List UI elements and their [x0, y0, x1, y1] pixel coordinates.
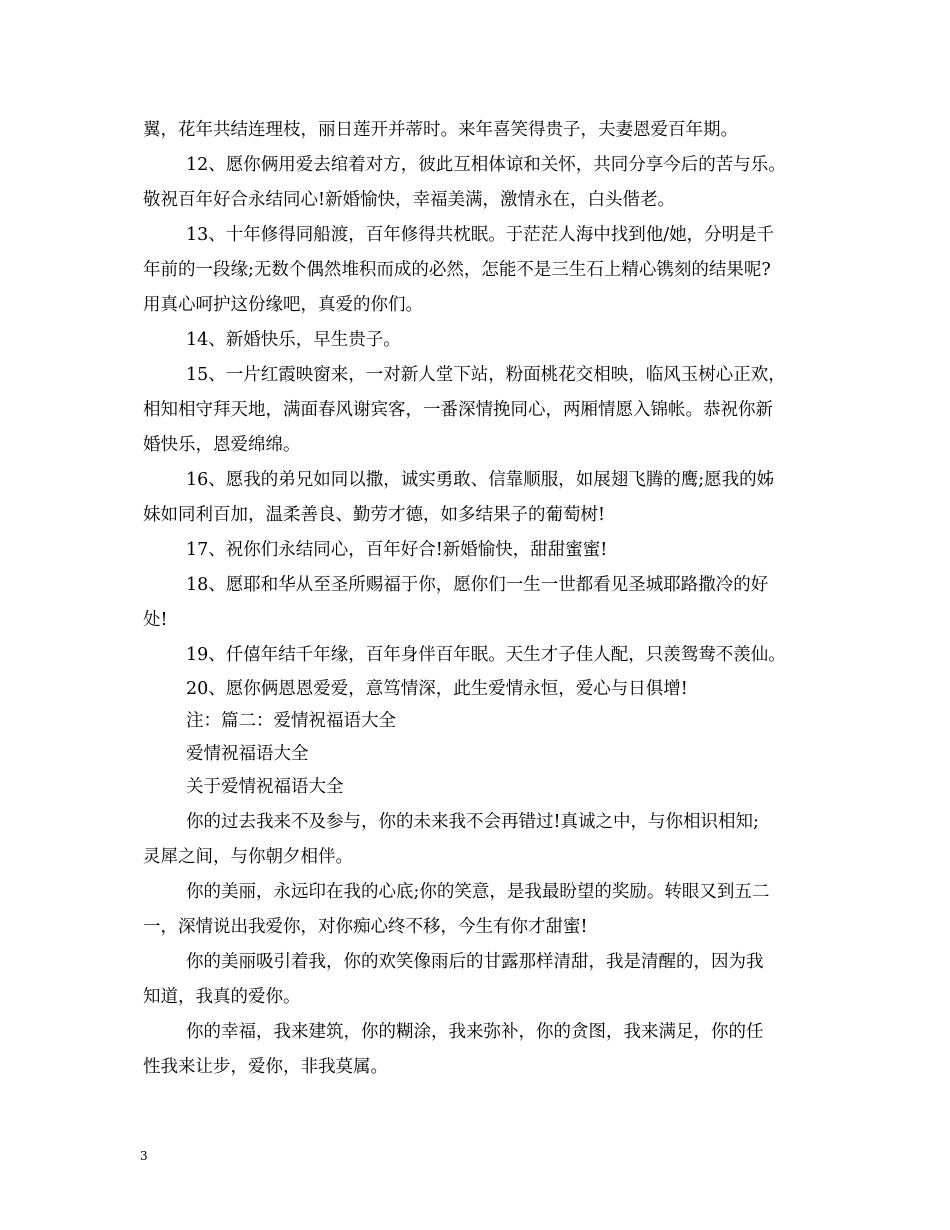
text-line: 知道，我真的爱你。 — [143, 987, 301, 1007]
text-line: 18、愿耶和华从至圣所赐福于你，愿你们一生一世都看见圣城耶路撒冷的好 — [186, 575, 769, 595]
text-line: 13、十年修得同船渡，百年修得共枕眠。于茫茫人海中找到他/她，分明是千 — [186, 225, 775, 245]
text-line: 相知相守拜天地，满面春风谢宾客，一番深情挽同心，两厢情愿入锦帐。恭祝你新 — [143, 400, 773, 420]
text-line: 12、愿你俩用爱去绾着对方，彼此互相体谅和关怀，共同分享今后的苦与乐。 — [186, 155, 786, 175]
text-line: 你的美丽吸引着我，你的欢笑像雨后的甘露那样清甜，我是清醒的，因为我 — [186, 952, 764, 972]
text-line: 敬祝百年好合永结同心!新婚愉快，幸福美满，激情永在，白头偕老。 — [143, 190, 676, 210]
text-line: 你的幸福，我来建筑，你的糊涂，我来弥补，你的贪图，我来满足，你的任 — [186, 1022, 764, 1042]
text-line: 爱情祝福语大全 — [186, 744, 309, 764]
page-number: 3 — [140, 1149, 148, 1163]
text-line: 处! — [143, 610, 168, 630]
text-line: 婚快乐，恩爱绵绵。 — [143, 435, 301, 455]
text-line: 关于爱情祝福语大全 — [186, 777, 344, 797]
text-line: 19、仟僖年结千年缘，百年身伴百年眠。天生才子佳人配，只羡鸳鸯不羡仙。 — [186, 645, 786, 665]
text-line: 17、祝你们永结同心，百年好合!新婚愉快，甜甜蜜蜜! — [186, 540, 608, 560]
text-line: 注：篇二：爱情祝福语大全 — [186, 711, 396, 731]
text-line: 20、愿你俩恩恩爱爱，意笃情深，此生爱情永恒，爱心与日俱增! — [186, 679, 688, 699]
text-line: 14、新婚快乐，早生贵子。 — [186, 330, 401, 350]
text-line: 你的过去我来不及参与，你的未来我不会再错过!真诚之中，与你相识相知; — [186, 812, 759, 832]
text-line: 灵犀之间，与你朝夕相伴。 — [143, 847, 353, 867]
text-line: 妹如同利百加，温柔善良、勤劳才德，如多结果子的葡萄树! — [143, 505, 606, 525]
text-line: 翼，花年共结连理枝，丽日莲开并蒂时。来年喜笑得贵子，夫妻恩爱百年期。 — [143, 120, 738, 140]
text-line: 一，深情说出我爱你，对你痴心终不移，今生有你才甜蜜! — [143, 917, 588, 937]
text-line: 年前的一段缘;无数个偶然堆积而成的必然，怎能不是三生石上精心镌刻的结果呢? — [143, 260, 771, 280]
text-line: 你的美丽，永远印在我的心底;你的笑意，是我最盼望的奖励。转眼又到五二 — [186, 882, 770, 902]
text-line: 用真心呵护这份缘吧，真爱的你们。 — [143, 295, 423, 315]
text-line: 15、一片红霞映窗来，一对新人堂下站，粉面桃花交相映，临风玉树心正欢， — [186, 365, 786, 385]
text-line: 16、愿我的弟兄如同以撒，诚实勇敢、信靠顺服，如展翅飞腾的鹰;愿我的姊 — [186, 470, 775, 490]
text-line: 性我来让步，爱你，非我莫属。 — [143, 1057, 388, 1077]
